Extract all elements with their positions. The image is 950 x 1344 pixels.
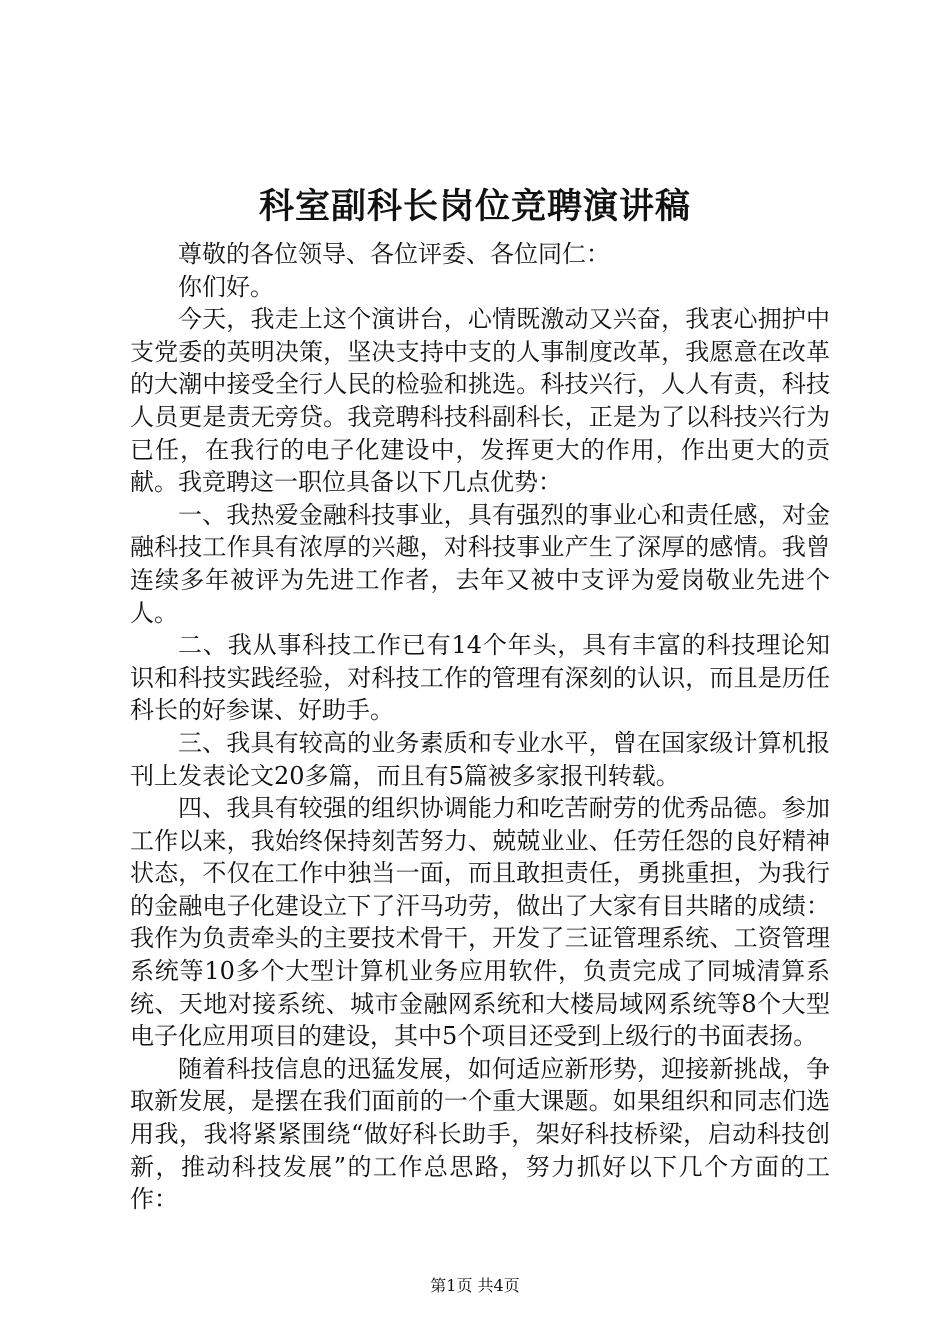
intro-paragraph: 今天，我走上这个演讲台，心情既激动又兴奋，我衷心拥护中支党委的英明决策，坚决支持中支的人事制度改革，我愿意在改革的大潮中接受全行人民的检验和挑选。科技兴行，人人有责，科技人员更是责无旁贷。我竞聘科技科副科长，正是为了以科技兴行为已任，在我行的电子化建设中，发挥更大的作用，作出更大的贡献。我竞聘这一职位具备以下几点优势： [130, 305, 830, 497]
document-title: 科室副科长岗位竞聘演讲稿 [258, 186, 691, 227]
greeting-paragraph: 你们好。 [178, 272, 274, 301]
document-body [130, 238, 830, 1216]
advantage-3-paragraph: 三、我具有较高的业务素质和专业水平，曾在国家级计算机报刊上发表论文20多篇，而且有5篇被多家报刊转载。 [130, 728, 830, 790]
advantage-1-paragraph: 一、我热爱金融科技事业，具有强烈的事业心和责任感，对金融科技工作具有浓厚的兴趣，对科技事业产生了深厚的感情。我曾连续多年被评为先进工作者，去年又被中支评为爱岗敬业先进个人。 [130, 500, 830, 627]
plan-paragraph: 随着科技信息的迅猛发展，如何适应新形势，迎接新挑战，争取新发展，是摆在我们面前的一个重大课题。如果组织和同志们选用我，我将紧紧围绕“做好科长助手，架好科技桥梁，启动科技创新，推动科技发展”的工作总思路，努力抓好以下几个方面的工作： [130, 1054, 830, 1214]
salutation-paragraph: 尊敬的各位领导、各位评委、各位同仁： [178, 240, 610, 268]
advantage-2-paragraph: 二、我从事科技工作已有14个年头，具有丰富的科技理论知识和科技实践经验，对科技工作的管理有深刻的认识，而且是历任科长的好参谋、好助手。 [130, 631, 830, 725]
advantage-4-paragraph: 四、我具有较强的组织协调能力和吃苦耐劳的优秀品德。参加工作以来，我始终保持刻苦努力、兢兢业业、任劳任怨的良好精神状态，不仅在工作中独当一面，而且敢担责任，勇挑重担，为我行的金融电子化建设立下了汗马功劳，做出了大家有目共睹的成绩：我作为负责牵头的主要技术骨干，开发了三证管理系统、工资管理系统等10多个大型计算机业务应用软件，负责完成了同城清算系统、天地对接系统、城市金融网系统和大楼局域网系统等8个大型电子化应用项目的建设，其中5个项目还受到上级行的书面表扬。 [130, 794, 830, 1051]
page-footer: 第1页 共4页 [430, 1276, 520, 1295]
